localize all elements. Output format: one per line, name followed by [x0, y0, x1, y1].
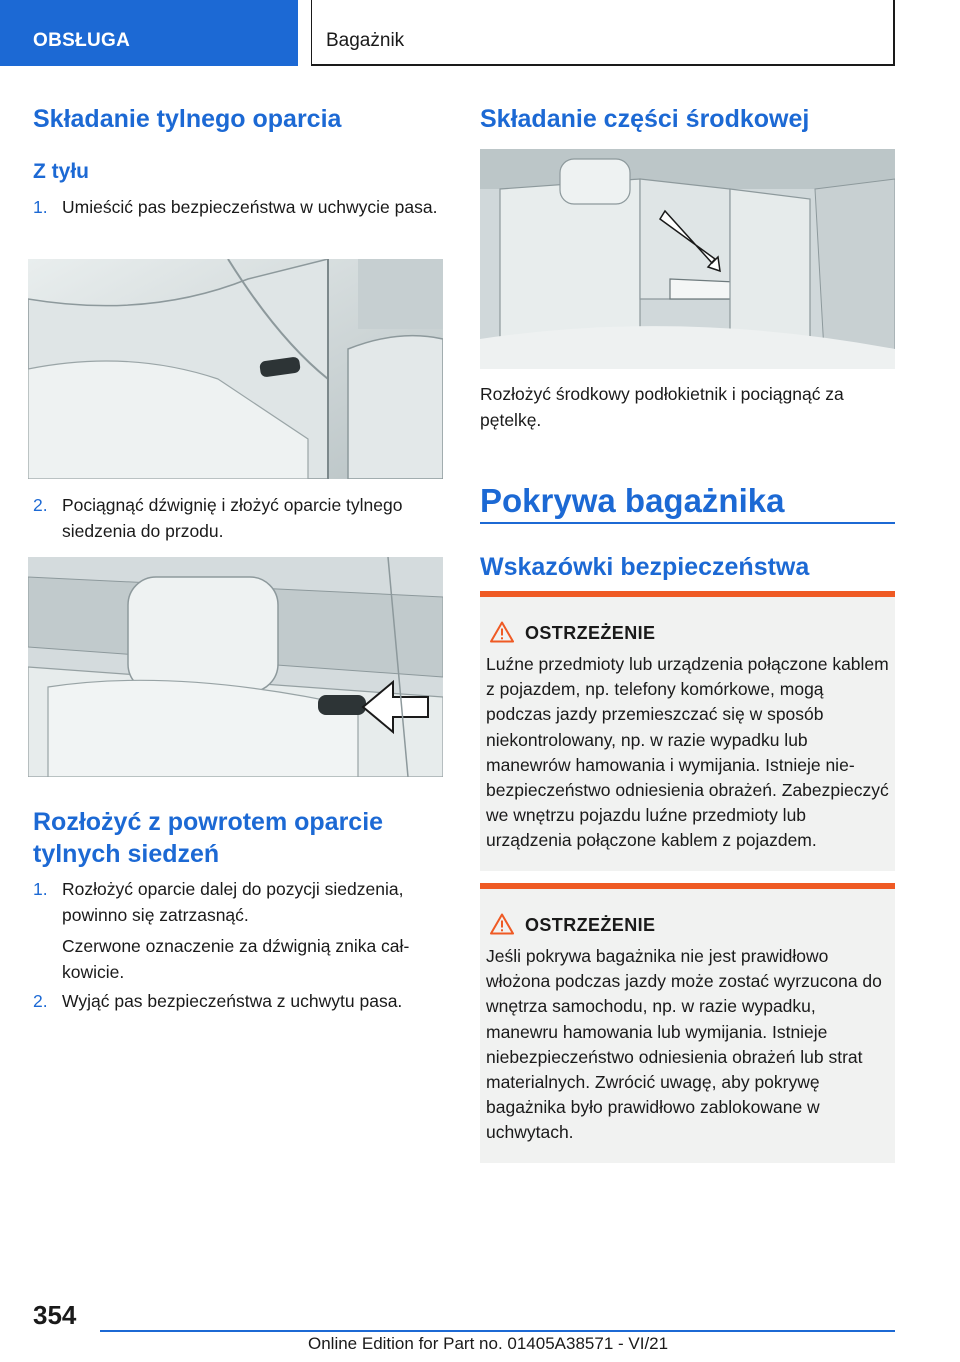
illustration-belt-holder [28, 259, 443, 479]
section-label: OBSŁUGA [33, 30, 131, 51]
step-text: Wyjąć pas bezpieczeństwa z uchwytu pasa. [62, 991, 403, 1011]
illustration-lever [28, 557, 443, 777]
step-number: 1. [33, 879, 48, 899]
chapter-title: Pokrywa bagażnika [480, 482, 785, 519]
warning-triangle-icon [490, 621, 514, 643]
chapter-title-rule [480, 522, 895, 524]
step-1 [33, 194, 448, 246]
warning-text: Jeśli pokrywa bagażnika nie jest prawidłowo włożona podczas jazdy może zostać wyrzucona do wnętrza samochodu, np. w razie wypadku, manewru hamowania lub wymijania. Istnieje niebezpieczeństwo odniesienia obrażeń lub strat materialnych. Zwrócić uwagę, aby pokrywę bagażnika było prawidłowo zablokowane w uchwytach. [486, 946, 882, 1143]
illustration-armrest [480, 149, 895, 369]
step-2b [33, 988, 448, 1014]
heading-unfold-backrest: Rozłożyć z powrotem oparcie tylnych siedzeń [33, 808, 384, 868]
warning-box-1 [480, 591, 895, 871]
chapter-tab [311, 0, 895, 66]
section-tab [0, 0, 298, 66]
heading-safety-notes: Wskazówki bezpieczeństwa [480, 553, 810, 581]
step-number: 1. [33, 197, 48, 217]
step-number: 2. [33, 495, 48, 515]
warning-triangle-icon [490, 913, 514, 935]
armrest-caption: Rozłożyć środkowy podłokietnik i pociągnąć za pętelkę. [480, 384, 844, 430]
warning-box-2 [480, 883, 895, 1163]
subheading-rear: Z tyłu [33, 160, 89, 183]
warning-title: OSTRZEŻENIE [525, 915, 656, 935]
step-text: Umieścić pas bezpieczeństwa w uchwycie pasa. [62, 197, 438, 217]
step-note: Czerwone oznaczenie za dźwignią znika całkowicie. [62, 936, 410, 982]
warning-text: Luźne przedmioty lub urządzenia połączone kablem z pojazdem, np. telefony komórkowe, mogą podczas jazdy przemieszczać się w sposób niekontrolowany, np. w razie wypadku lub manewrów hamowania i wymijania. Istnieje niebezpieczeństwo odniesienia obrażeń. Zabezpieczyć we wnętrzu pojazdu luźne przedmioty lub urządzenia połączone kablem z pojazdem. [486, 654, 889, 851]
footer-edition: Online Edition for Part no. 01405A38571 - VI/21 [308, 1334, 669, 1353]
heading-folding-backrest: Składanie tylnego oparcia [33, 105, 342, 133]
step-number: 2. [33, 991, 48, 1011]
chapter-label: Bagażnik [326, 30, 405, 51]
step-text: Rozłożyć oparcie dalej do pozycji siedzenia, powinno się zatrzasnąć. [62, 879, 404, 925]
step-2 [33, 492, 448, 544]
heading-middle-part: Składanie części środkowej [480, 105, 810, 133]
warning-title: OSTRZEŻENIE [525, 623, 656, 643]
page-number: 354 [33, 1300, 77, 1330]
footer-rule [100, 1330, 895, 1332]
step-1b [33, 876, 448, 928]
step-text: Pociągnąć dźwignię i złożyć oparcie tylnego siedzenia do przodu. [62, 495, 403, 541]
